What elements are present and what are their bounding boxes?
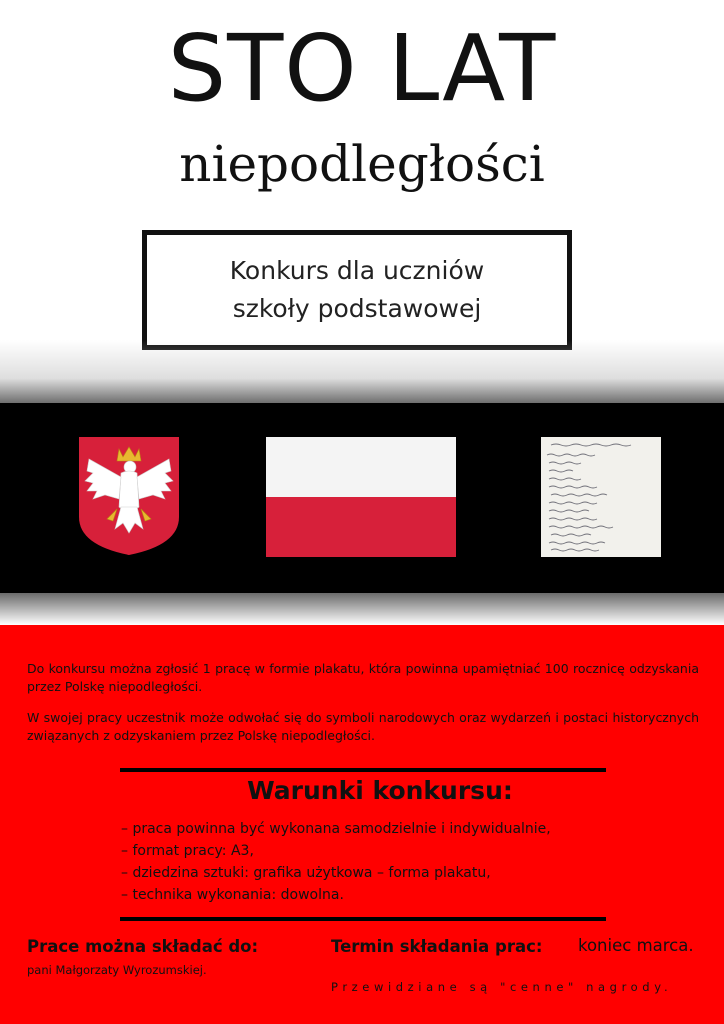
deadline-label: Termin składania prac: xyxy=(331,937,543,956)
flag-white-stripe xyxy=(266,437,456,497)
intro-paragraph-2: W swojej pracy uczestnik może odwołać się do symboli narodowych oraz wydarzeń i postaci historycznych związanych z odzyskaniem przez Polskę niepodległości. xyxy=(27,710,699,743)
band-shadow-top xyxy=(0,340,724,404)
submit-to: pani Małgorzaty Wyrozumskiej. xyxy=(27,963,207,977)
flag-red-stripe xyxy=(266,497,456,557)
poster-subtitle: niepodległości xyxy=(179,135,545,193)
band-shadow-bottom xyxy=(0,593,724,625)
contest-box-line1: Konkurs dla uczniów xyxy=(229,256,485,285)
contest-box-line2: szkoły podstawowej xyxy=(232,294,482,323)
divider-bottom xyxy=(120,917,606,921)
prizes-note: Przewidziane są "cenne" nagrody. xyxy=(331,980,673,994)
submit-label: Prace można składać do: xyxy=(27,937,259,956)
condition-item: – dziedzina sztuki: grafika użytkowa – forma plakatu, xyxy=(121,865,491,881)
conditions-list xyxy=(121,818,551,906)
manuscript-image xyxy=(541,437,661,557)
divider-top xyxy=(120,768,606,772)
coat-of-arms-icon xyxy=(79,437,179,555)
condition-item: – praca powinna być wykonana samodzielnie i indywidualnie, xyxy=(121,821,551,837)
intro-paragraph-1: Do konkursu można zgłosić 1 pracę w formie plakatu, która powinna upamiętniać 100 rocznicę odzyskania przez Polskę niepodległości. xyxy=(27,661,699,694)
conditions-title: Warunki konkursu: xyxy=(247,776,513,805)
deadline-value: koniec marca. xyxy=(578,936,694,955)
poster-title: STO LAT xyxy=(167,15,557,122)
condition-item: – technika wykonania: dowolna. xyxy=(121,887,344,903)
polish-flag-icon xyxy=(266,437,456,557)
contest-box xyxy=(142,230,572,350)
condition-item: – format pracy: A3, xyxy=(121,843,254,859)
